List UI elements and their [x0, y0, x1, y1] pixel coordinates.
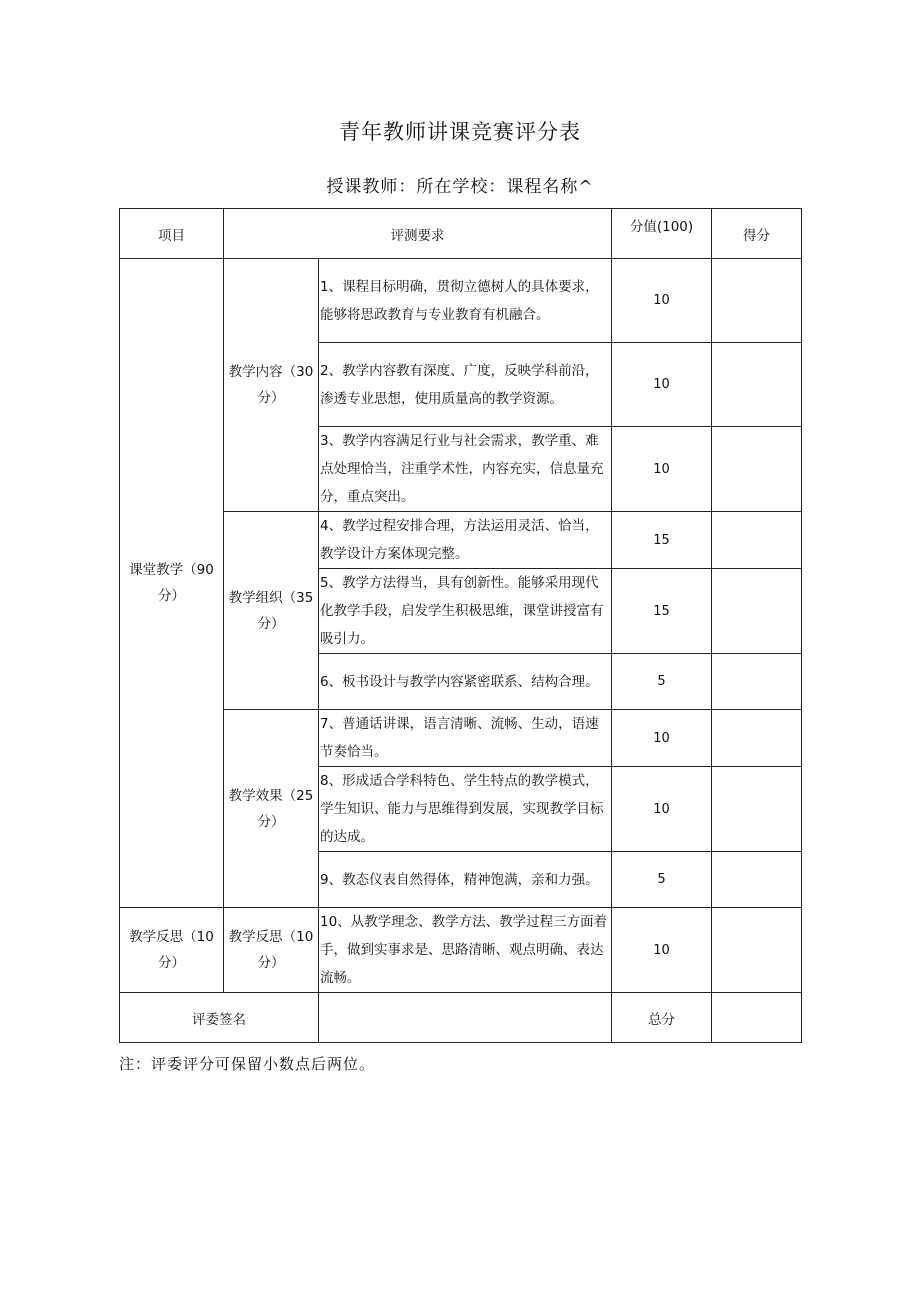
- criterion-score: 10: [612, 767, 712, 852]
- form-subtitle: 授课教师：所在学校：课程名称^: [326, 177, 594, 197]
- header-obtained: 得分: [712, 209, 802, 259]
- score-input-cell[interactable]: [712, 767, 802, 852]
- criterion-text: 8、形成适合学科特色、学生特点的教学模式，学生知识、能力与思维得到发展，实现教学目标的达成。: [319, 767, 612, 852]
- signature-cell[interactable]: [319, 993, 612, 1043]
- criterion-text: 7、普通话讲课，语言清晰、流畅、生动，语速节奏恰当。: [319, 710, 612, 767]
- signature-label: 评委签名: [120, 993, 319, 1043]
- score-input-cell[interactable]: [712, 259, 802, 343]
- criterion-text: 10、从教学理念、教学方法、教学过程三方面着手，做到实事求是、思路清晰、观点明确、表达流畅。: [319, 908, 612, 993]
- total-input-cell[interactable]: [712, 993, 802, 1043]
- footnote: 注：评委评分可保留小数点后两位。: [119, 1055, 376, 1073]
- criterion-text: 9、教态仪表自然得体，精神饱满，亲和力强。: [319, 852, 612, 908]
- criterion-text: 4、教学过程安排合理，方法运用灵活、恰当，教学设计方案体现完整。: [319, 512, 612, 569]
- header-requirement: 评测要求: [224, 209, 612, 259]
- criterion-text: 2、教学内容教有深度、广度，反映学科前沿，渗透专业思想，使用质量高的教学资源。: [319, 343, 612, 427]
- criterion-score: 5: [612, 852, 712, 908]
- subsection-organization: 教学组织（35分）: [224, 512, 319, 710]
- criterion-score: 10: [612, 343, 712, 427]
- total-label: 总分: [612, 993, 712, 1043]
- footer-row: [120, 993, 802, 1043]
- criterion-score: 10: [612, 710, 712, 767]
- section-classroom: 课堂教学（90分）: [120, 259, 224, 908]
- header-row: [120, 209, 802, 259]
- subsection-effect: 教学效果（25分）: [224, 710, 319, 908]
- score-input-cell[interactable]: [712, 569, 802, 654]
- subsection-reflection: 教学反思（10分）: [224, 908, 319, 993]
- subsection-content: 教学内容（30分）: [224, 259, 319, 512]
- score-table: [119, 208, 802, 1043]
- header-score-value: 分值(100): [612, 209, 712, 259]
- page-title: 青年教师讲课竞赛评分表: [339, 120, 581, 144]
- section-reflection: 教学反思（10分）: [120, 908, 224, 993]
- score-input-cell[interactable]: [712, 654, 802, 710]
- score-input-cell[interactable]: [712, 852, 802, 908]
- header-item: 项目: [120, 209, 224, 259]
- table-row: [120, 259, 802, 343]
- criterion-text: 1、课程目标明确，贯彻立德树人的具体要求，能够将思政教育与专业教育有机融合。: [319, 259, 612, 343]
- criterion-score: 5: [612, 654, 712, 710]
- criterion-score: 10: [612, 259, 712, 343]
- score-input-cell[interactable]: [712, 710, 802, 767]
- score-input-cell[interactable]: [712, 343, 802, 427]
- criterion-text: 5、教学方法得当，具有创新性。能够采用现代化教学手段，启发学生积极思维，课堂讲授富有吸引力。: [319, 569, 612, 654]
- criterion-text: 3、教学内容满足行业与社会需求，教学重、难点处理恰当，注重学术性，内容充实，信息量充分，重点突出。: [319, 427, 612, 512]
- criterion-text: 6、板书设计与教学内容紧密联系、结构合理。: [319, 654, 612, 710]
- table-row: [120, 908, 802, 993]
- score-input-cell[interactable]: [712, 908, 802, 993]
- criterion-score: 10: [612, 908, 712, 993]
- score-input-cell[interactable]: [712, 512, 802, 569]
- criterion-score: 10: [612, 427, 712, 512]
- score-input-cell[interactable]: [712, 427, 802, 512]
- criterion-score: 15: [612, 569, 712, 654]
- criterion-score: 15: [612, 512, 712, 569]
